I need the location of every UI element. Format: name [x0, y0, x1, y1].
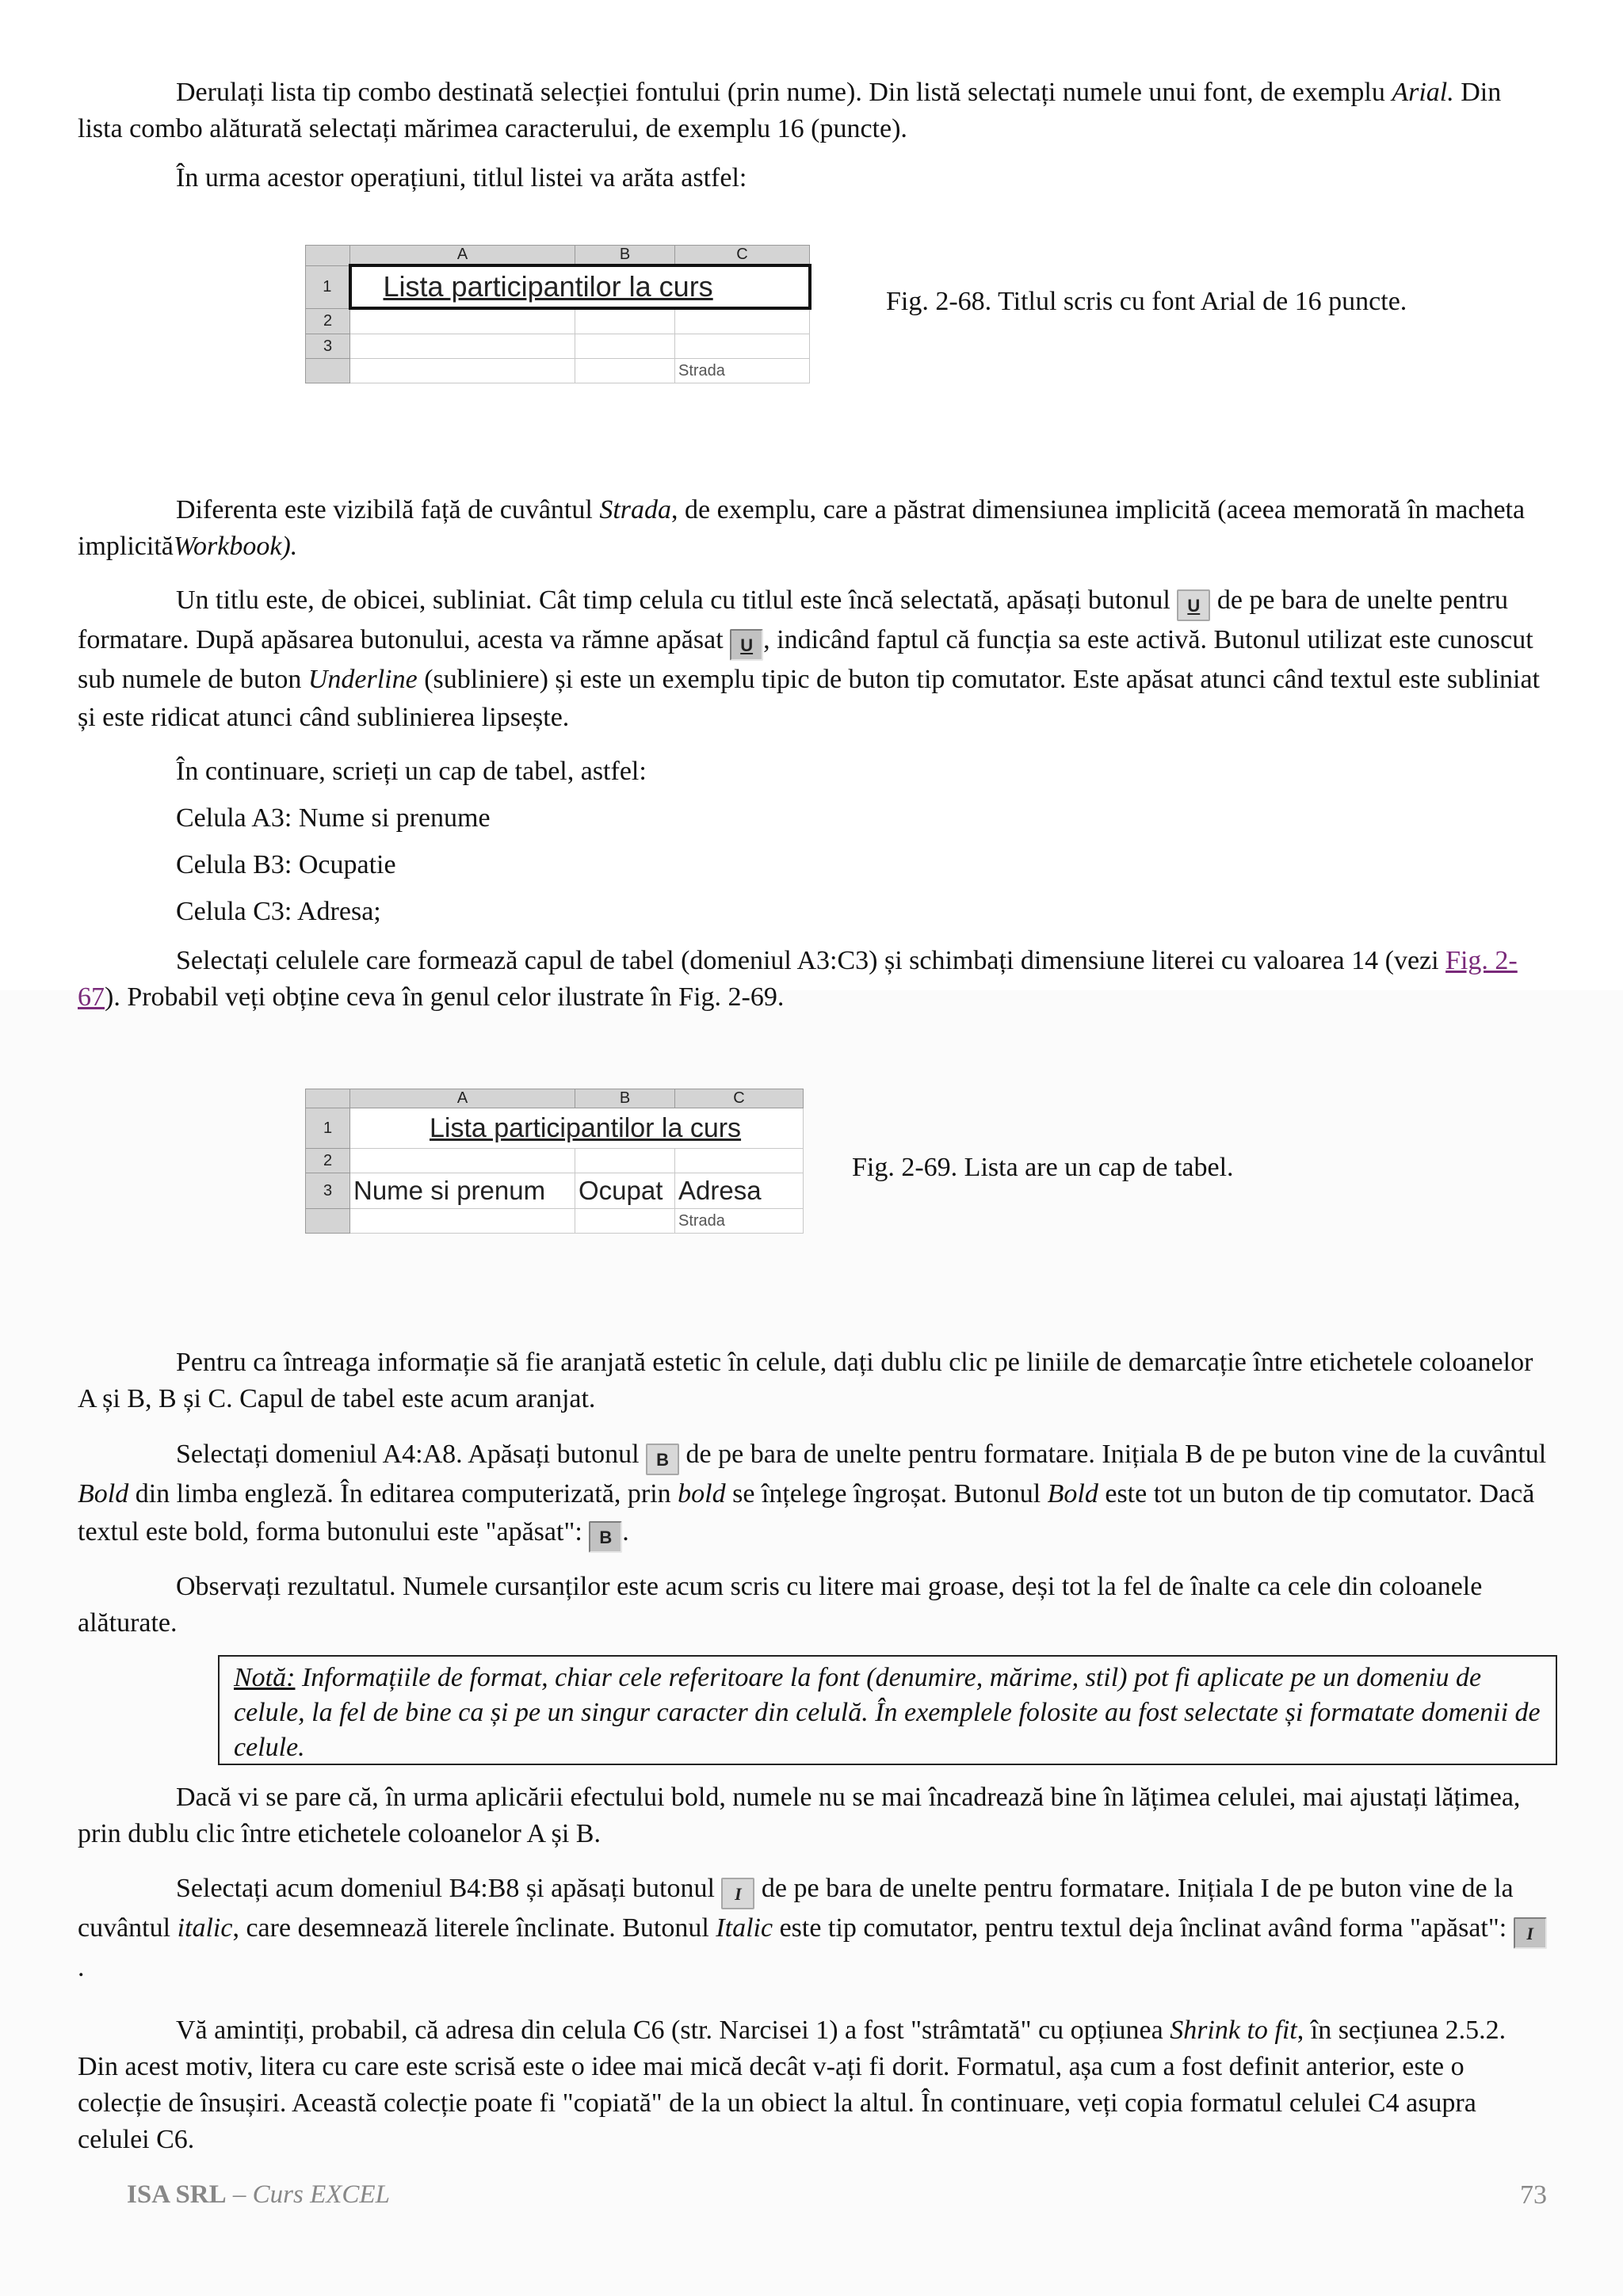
row-header-1: 1: [306, 1108, 350, 1149]
italic-pressed-button-icon: I: [1514, 1917, 1547, 1949]
strada-cell: Strada: [675, 359, 810, 383]
column-header-b: B: [575, 1089, 675, 1108]
paragraph-cell-c3: Celula C3: Adresa;: [176, 897, 381, 926]
italic-button-icon: I: [721, 1878, 754, 1909]
paragraph-select-header: Selectați celulele care formează capul de tabel (domeniul A3:C3) și schimbați dimensiune literei cu valoarea 14 (vezi Fig. 2-67). Probabil veți obține ceva în genul celor ilustrate în Fig. 2-69.: [78, 946, 1518, 1012]
note-label: Notă:: [234, 1663, 296, 1692]
paragraph-italic: Selectați acum domeniul B4:B8 și apăsați butonul I de pe bara de unelte pentru formatare. Inițiala I de pe buton vine de la cuvântul italic, care desemnează literele înclinate. Butonul Italic este tip comutator, pentru textul deja înclinat având forma "apăsat": I.: [78, 1870, 1552, 1987]
cell-c3: Adresa: [675, 1173, 804, 1209]
column-header-c: C: [675, 1089, 804, 1108]
note-box: [218, 1655, 1557, 1765]
paragraph-cell-b3: Celula B3: Ocupatie: [176, 850, 396, 879]
paragraph-result-intro: În urma acestor operațiuni, titlul listei va arăta astfel:: [176, 163, 747, 193]
paragraph-bold: Selectați domeniul A4:A8. Apăsați butonul B de pe bara de unelte pentru formatare. Inițiala B de pe buton vine de la cuvântul Bold din limba engleză. În editarea computerizată, prin bold se înțelege îngroșat. Butonul Bold este tot un buton de tip comutator. Dacă textul este bold, forma butonului este "apăsat": B .: [78, 1436, 1552, 1553]
paragraph-underline: Un titlu este, de obicei, subliniat. Cât timp celula cu titlul este încă selectată, apăsați butonul U de pe bara de unelte pentru formatare. După apăsarea butonului, acesta va rămne apăsat U , indicând faptul că funcția sa este activă. Butonul utilizat este cunoscut sub numele de buton Underline (subliniere) și este un exemplu tipic de buton tip comutator. Este apăsat atunci când textul este subliniat și este ridicat atunci când sublinierea lipsește.: [78, 585, 1540, 732]
page-footer: ISA SRL – Curs EXCEL: [127, 2180, 390, 2209]
cell-a3: Nume si prenum: [350, 1173, 575, 1209]
corner-cell: [306, 1089, 350, 1108]
paragraph-arrange-columns: Pentru ca întreaga informație să fie aranjată estetic în celule, dați dublu clic pe liniile de demarcație între etichetele coloanelor A și B, B și C. Capul de tabel este acum aranjat.: [78, 1348, 1533, 1413]
figure-2-68-spreadsheet: [305, 245, 809, 383]
paragraph-font-selection: Derulați lista tip combo destinată selecției fontului (prin nume). Din listă selectați numele unui font, de exemplu Arial. Din lista combo alăturată selectați mărimea caracterului, de exemplu 16 (puncte).: [78, 78, 1502, 143]
footer-course: Curs EXCEL: [252, 2180, 390, 2209]
paragraph-difference: Diferenta este vizibilă față de cuvântul Strada, de exemplu, care a păstrat dimensiunea implicită (aceea memorată în macheta implicităWorkbook).: [78, 495, 1526, 561]
footer-company: ISA SRL: [127, 2180, 227, 2209]
underline-button-icon: U: [1177, 589, 1210, 621]
row-header-3: 3: [306, 1173, 350, 1209]
paragraph-table-header-intro: În continuare, scrieți un cap de tabel, astfel:: [176, 757, 647, 786]
fig-2-67-link[interactable]: Fig. 2-67: [78, 946, 1518, 1012]
row-header-4: [306, 359, 350, 383]
corner-cell: [306, 246, 350, 266]
title-cell: Lista participantilor la curs: [350, 1108, 804, 1149]
column-header-c: C: [675, 246, 810, 266]
column-header-a: A: [350, 246, 575, 266]
column-header-b: B: [575, 246, 675, 266]
bold-pressed-button-icon: B: [589, 1521, 622, 1553]
paragraph-cell-a3: Celula A3: Nume si prenume: [176, 803, 491, 833]
page-number: 73: [1520, 2180, 1547, 2210]
row-header-1: 1: [306, 265, 350, 308]
figure-2-68-caption: Fig. 2-68. Titlul scris cu font Arial de 16 puncte.: [886, 287, 1407, 316]
cell-b3: Ocupat: [575, 1173, 675, 1209]
figure-2-69-caption: Fig. 2-69. Lista are un cap de tabel.: [852, 1153, 1234, 1182]
note-text: Informațiile de format, chiar cele referitoare la font (denumire, mărime, stil) pot fi aplicate pe un domeniu de celule, la fel de bine ca și pe un singur caracter din celulă. În exemplele folosite au fost selectate și formatate domenii de celule.: [234, 1663, 1541, 1762]
bold-button-icon: B: [646, 1444, 679, 1475]
figure-2-69-spreadsheet: [305, 1089, 803, 1234]
paragraph-observe-result: Observați rezultatul. Numele cursanților este acum scris cu litere mai groase, deși tot la fel de înalte ca cele din coloanele alăturate.: [78, 1572, 1483, 1638]
title-cell: Lista participantilor la curs: [350, 265, 810, 308]
row-header-3: 3: [306, 334, 350, 359]
paragraph-adjust-width: Dacă vi se pare că, în urma aplicării efectului bold, numele nu se mai încadrează bine în lățimea celulei, mai ajustați lățimea, prin dublu clic între etichetele coloanelor A și B.: [78, 1783, 1521, 1848]
paragraph-copy-format: Vă amintiți, probabil, că adresa din celula C6 (str. Narcisei 1) a fost "strâmtată" cu opțiunea Shrink to fit, în secțiunea 2.5.2. Din acest motiv, litera cu care este scrisă este o idee mai mică decât v-ați fi dorit. Formatul, așa cum a fost definit anterior, este o colecție de însușiri. Această colecție poate fi "copiată" de la un obiect la altul. În continuare, veți copia formatul celulei C4 asupra celulei C6.: [78, 2016, 1507, 2154]
row-header-4: [306, 1209, 350, 1234]
column-header-a: A: [350, 1089, 575, 1108]
row-header-2: 2: [306, 1149, 350, 1173]
row-header-2: 2: [306, 308, 350, 334]
underline-pressed-button-icon: U: [730, 629, 763, 661]
strada-cell: Strada: [675, 1209, 804, 1234]
